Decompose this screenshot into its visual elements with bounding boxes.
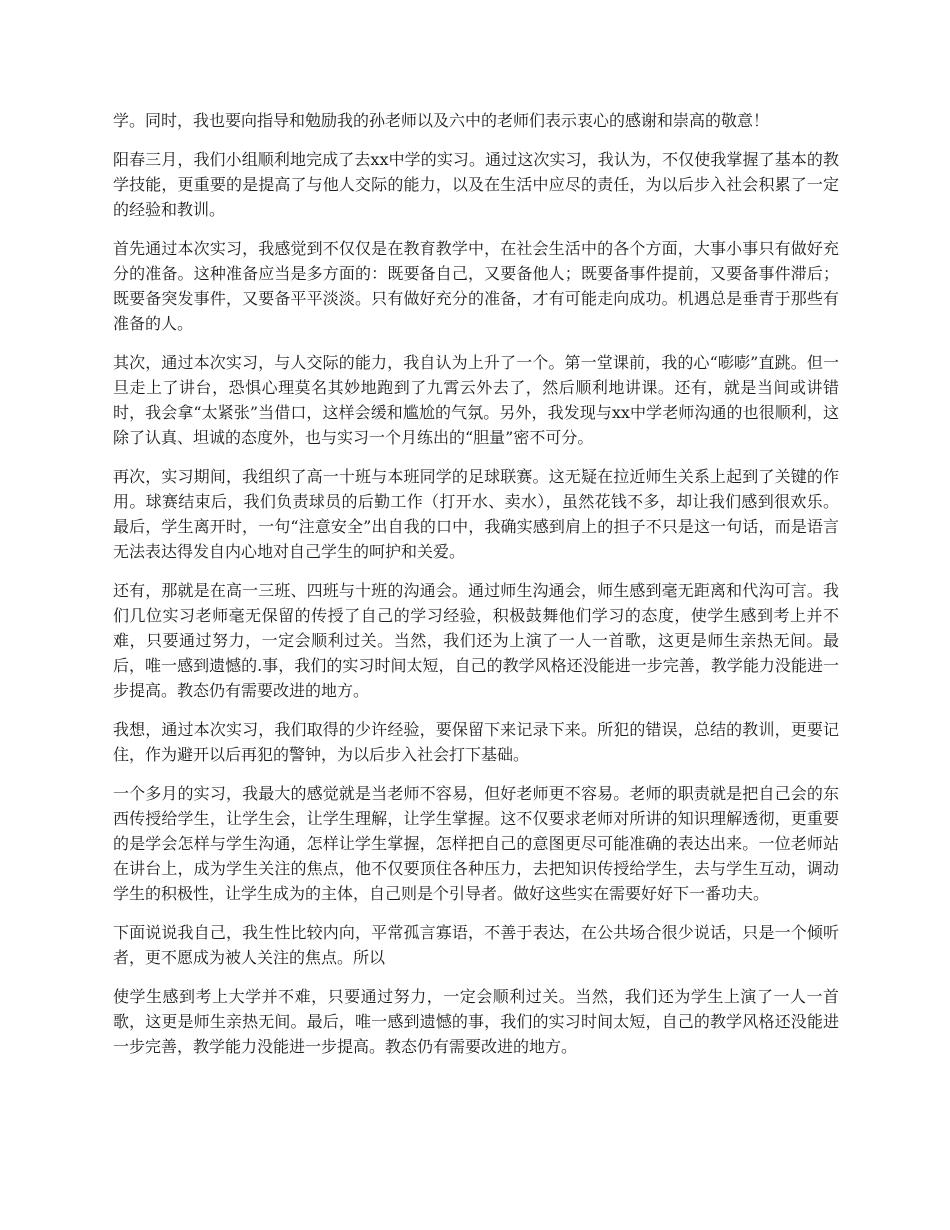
paragraph-3: 首先通过本次实习，我感觉到不仅仅是在教育教学中，在社会生活中的各个方面，大事小事只有做好充分的准备。这种准备应当是多方面的：既要备自己，又要备他人；既要备事件提前，又要备事件滞后；既要备突发事件，又要备平平淡淡。只有做好充分的准备，才有可能走向成功。机遇总是垂青于那些有准备的人。: [113, 239, 839, 333]
document-body: [113, 108, 839, 1073]
paragraph-10: 使学生感到考上大学并不难，只要通过努力，一定会顺利过关。当然，我们还为学生上演了一人一首歌，这更是师生亲热无间。最后，唯一感到遗憾的事，我们的实习时间太短，自己的教学风格还没能进一步完善，教学能力没能进一步提高。教态仍有需要改进的地方。: [113, 987, 839, 1056]
paragraph-9: 下面说说我自己，我生性比较内向，平常孤言寡语，不善于表达，在公共场合很少说话，只是一个倾听者，更不愿成为被人关注的焦点。所以: [113, 923, 839, 967]
paragraph-4: 其次，通过本次实习，与人交际的能力，我自认为上升了一个。第一堂课前，我的心“嘭嘭”直跳。但一旦走上了讲台，恐惧心理莫名其妙地跑到了九霄云外去了，然后顺利地讲课。还有，就是当间或讲错时，我会拿“太紧张”当借口，这样会缓和尴尬的气氛。另外，我发现与xx中学老师沟通的也很顺利，这除了认真、坦诚的态度外，也与实习一个月练出的“胆量”密不可分。: [113, 353, 839, 447]
paragraph-6: 还有，那就是在高一三班、四班与十班的沟通会。通过师生沟通会，师生感到毫无距离和代沟可言。我们几位实习老师毫无保留的传授了自己的学习经验，积极鼓舞他们学习的态度，使学生感到考上并不难，只要通过努力，一定会顺利过关。当然，我们还为上演了一人一首歌，这更是师生亲热无间。最后，唯一感到遗憾的.事，我们的实习时间太短，自己的教学风格还没能进一步完善，教学能力没能进一步提高。教态仍有需要改进的地方。: [113, 581, 839, 700]
paragraph-8: 一个多月的实习，我最大的感觉就是当老师不容易，但好老师更不容易。老师的职责就是把自己会的东西传授给学生，让学生会，让学生理解，让学生掌握。这不仅要求老师对所讲的知识理解透彻，更重要的是学会怎样与学生沟通，怎样让学生掌握，怎样把自己的意图更尽可能准确的表达出来。一位老师站在讲台上，成为学生关注的焦点，他不仅要顶住各种压力，去把知识传授给学生，去与学生互动，调动学生的积极性，让学生成为的主体，自己则是个引导者。做好这些实在需要好好下一番功夫。: [113, 784, 839, 903]
paragraph-2: 阳春三月，我们小组顺利地完成了去xx中学的实习。通过这次实习，我认为，不仅使我掌握了基本的教学技能，更重要的是提高了与他人交际的能力，以及在生活中应尽的责任，为以后步入社会积累了一定的经验和教训。: [113, 150, 839, 219]
paragraph-7: 我想，通过本次实习，我们取得的少许经验，要保留下来记录下来。所犯的错误，总结的教训，更要记住，作为避开以后再犯的警钟，为以后步入社会打下基础。: [113, 720, 839, 764]
paragraph-5: 再次，实习期间，我组织了高一十班与本班同学的足球联赛。这无疑在拉近师生关系上起到了关键的作用。球赛结束后，我们负责球员的后勤工作（打开水、卖水），虽然花钱不多，却让我们感到很欢乐。最后，学生离开时，一句“注意安全”出自我的口中，我确实感到肩上的担子不只是这一句话，而是语言无法表达得发自内心地对自己学生的呵护和关爱。: [113, 467, 839, 561]
paragraph-1: 学。同时，我也要向指导和勉励我的孙老师以及六中的老师们表示衷心的感谢和崇高的敬意！: [113, 111, 770, 130]
